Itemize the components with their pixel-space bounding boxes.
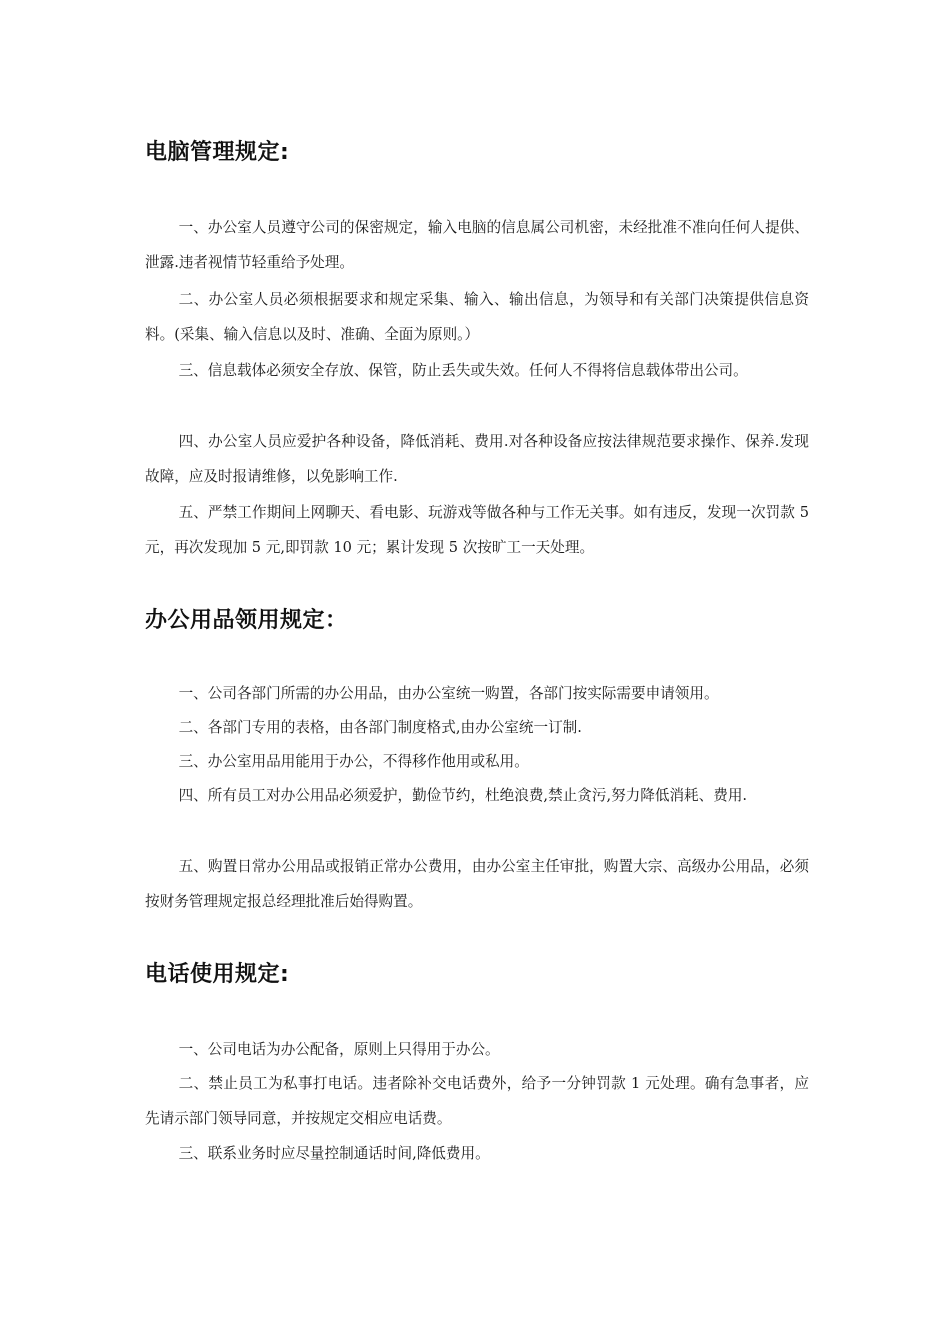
paragraph: 三、联系业务时应尽量控制通话时间,降低费用。 <box>178 1145 490 1162</box>
paragraph: 四、所有员工对办公用品必须爱护，勤俭节约，杜绝浪费,禁止贪污,努力降低消耗、费用. <box>178 787 748 804</box>
paragraph: 三、办公室用品用能用于办公，不得移作他用或私用。 <box>178 753 529 770</box>
paragraph: 一、办公室人员遵守公司的保密规定，输入电脑的信息属公司机密，未经批准不准向任何人提供、泄露.违者视情节轻重给予处理。 <box>145 219 809 271</box>
paragraph: 一、公司电话为办公配备，原则上只得用于办公。 <box>178 1041 500 1058</box>
section-title-office-supplies: 办公用品领用规定： <box>145 608 348 633</box>
paragraph: 五、购置日常办公用品或报销正常办公费用，由办公室主任审批，购置大宗、高级办公用品，必须按财务管理规定报总经理批准后始得购置。 <box>145 858 809 910</box>
paragraph: 三、信息载体必须安全存放、保管，防止丢失或失效。任何人不得将信息载体带出公司。 <box>178 362 748 379</box>
paragraph: 五、严禁工作期间上网聊天、看电影、玩游戏等做各种与工作无关事。如有违反，发现一次罚款 5 元，再次发现加 5 元,即罚款 10 元；累计发现 5 次按旷工一天处理。 <box>145 504 809 556</box>
paragraph: 四、办公室人员应爱护各种设备，降低消耗、费用.对各种设备应按法律规范要求操作、保养.发现故障，应及时报请维修，以免影响工作. <box>145 433 809 485</box>
paragraph: 二、各部门专用的表格，由各部门制度格式,由办公室统一订制. <box>178 719 582 736</box>
section-title-telephone: 电话使用规定: <box>145 962 290 987</box>
paragraph: 一、公司各部门所需的办公用品，由办公室统一购置，各部门按实际需要申请领用。 <box>178 685 719 702</box>
paragraph: 二、办公室人员必须根据要求和规定采集、输入、输出信息，为领导和有关部门决策提供信息资料。(采集、输入信息以及时、准确、全面为原则。） <box>145 291 809 343</box>
section-title-computer: 电脑管理规定: <box>145 140 290 165</box>
paragraph: 二、禁止员工为私事打电话。违者除补交电话费外，给予一分钟罚款 1 元处理。确有急事者，应先请示部门领导同意，并按规定交相应电话费。 <box>145 1075 809 1127</box>
